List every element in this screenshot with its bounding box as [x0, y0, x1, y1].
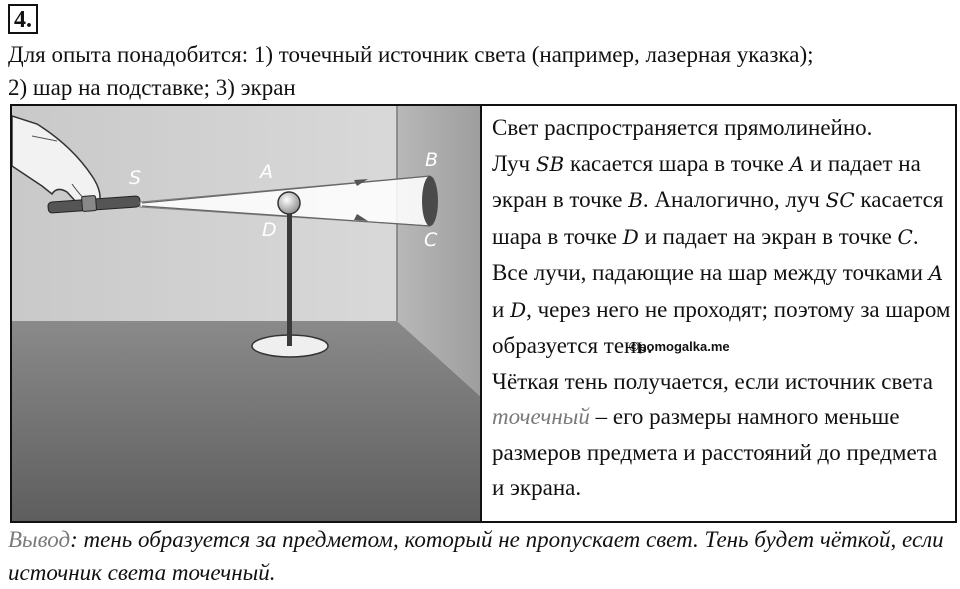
ball-icon: [278, 192, 300, 214]
label-c: C: [424, 229, 438, 251]
task-intro: [8, 38, 953, 104]
explanation-paragraph-2: Чёткая тень получается, если источник света точечный – его размеры намного меньше размеров предмета и расстояний до предмета и экрана.: [492, 368, 938, 500]
column-divider: [480, 106, 482, 521]
conclusion-text: : тень образуется за предметом, который не пропускает свет. Тень будет чёткой, если источник света точечный.: [8, 527, 944, 585]
explanation-paragraph-1: Луч SB касается шара в точке A и падает на экран в точке B. Аналогично, луч SC касается шара в точке D и падает на экран в точке C. Все лучи, падающие на шар между точками A и D, через него не проходят; поэтому за шаром образуется тень.: [492, 150, 951, 358]
explanation-line-1: Свет распространяется прямолинейно.: [492, 115, 873, 140]
shadow-spot: [422, 176, 438, 226]
label-a: A: [260, 161, 273, 183]
experiment-illustration: [12, 106, 480, 521]
watermark: ©pomogalka.me: [629, 339, 730, 354]
stand-rod: [287, 212, 292, 346]
task-number: 4.: [8, 4, 38, 34]
floor: [12, 321, 480, 521]
label-s: S: [129, 167, 142, 189]
label-d: D: [262, 219, 277, 241]
term-point-source: точечный: [492, 404, 590, 429]
experiment-table: [10, 104, 957, 523]
conclusion-label: Вывод: [8, 527, 71, 552]
conclusion: [8, 523, 953, 589]
explanation-text: [492, 110, 952, 506]
label-b: B: [425, 149, 439, 171]
intro-line-1: Для опыта понадобится: 1) точечный источник света (например, лазерная указка);: [8, 42, 814, 67]
intro-line-2: 2) шар на подставке; 3) экран: [8, 75, 296, 100]
